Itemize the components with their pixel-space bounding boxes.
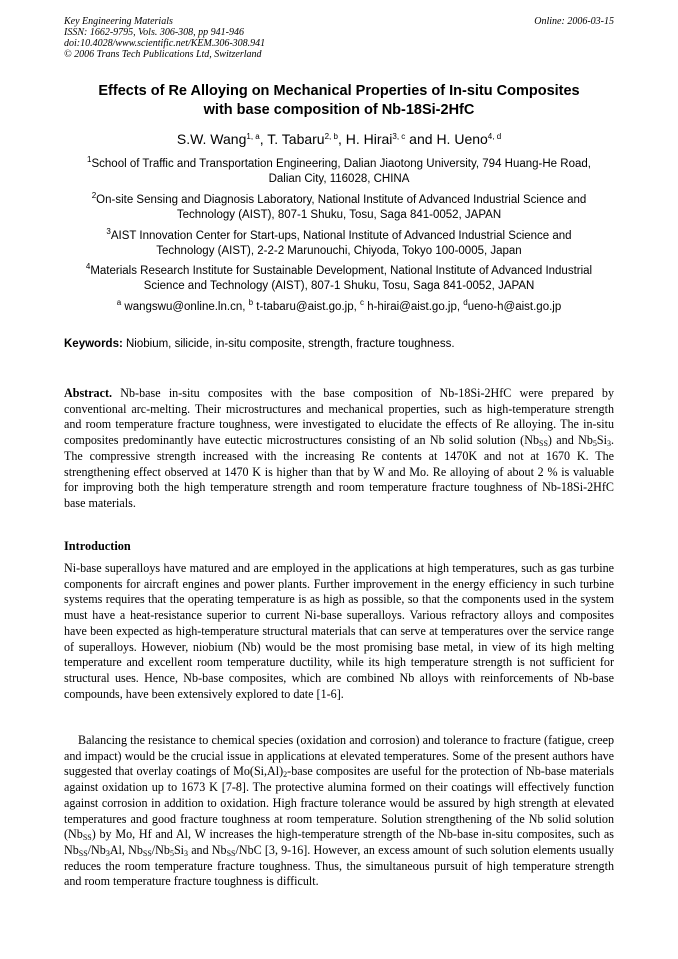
title-line-1: Effects of Re Alloying on Mechanical Properties of In-situ Composites [98, 83, 580, 99]
subscript: SS [539, 439, 548, 449]
subscript: SS [142, 848, 152, 858]
email-list: $^a$ wangswu@online.ln.cn, $^b$ t-tabaru@aist.go.jp, $^c$ h-hirai@aist.go.jp, $^d$ueno-h@aist.go.jp [116, 298, 562, 313]
paragraph-text: Al, Nb [109, 842, 143, 857]
affiliation-2 [64, 193, 614, 223]
abstract-text: Nb-base in-situ composites with the base composition of Nb-18Si-2HfC were prepared by conventional arc-melting. Their microstructures and mechanical properties, such as high-temperature strength and room temperature fracture toughness, were investigated to elucidate the effects of Re alloying. The in-situ composites predominantly have eutectic microstructures consisting of an Nb solid solution (Nb [64, 386, 614, 448]
subscript: 3 [184, 848, 189, 858]
keywords-text: Niobium, silicide, in-situ composite, strength, fracture toughness. [122, 338, 455, 350]
email-address[interactable]: h-hirai@aist.go.jp [367, 301, 457, 313]
subscript: SS [82, 833, 92, 843]
online-date: Online: 2006-03-15 [534, 16, 614, 27]
affiliation-line: On-site Sensing and Diagnosis Laboratory, National Institute of Advanced Industrial Science and [96, 194, 587, 206]
subscript: 5 [592, 439, 597, 449]
paragraph-text: /Nb [151, 842, 170, 857]
author-name: T. Tabaru [267, 131, 325, 147]
subscript: SS [78, 848, 88, 858]
affiliation-1 [64, 157, 614, 187]
abstract-text: . The compressive strength increased with the increasing Re contents at 1470K and not at 1670 K. The strengthening effect observed at 1470 K is higher than that by W and Mo. Re alloying of about 2 % is valuable for improving both the high temperature strength and room temperature fracture toughness of Nb-18Si-2HfC base materials. [64, 433, 614, 510]
paragraph-text: ) by Mo, Hf and Al, W increases the high-temperature strength of the Nb-base in-situ composites, such as Nb [64, 827, 614, 857]
paragraph-text: -base composites are useful for the protection of Nb-base materials against oxidation up to 1673 K [7-8]. The protective alumina formed on their coatings will effectively function against corrosion in addition to oxidation. High fracture tolerance would be assured by high strength at elevated temperatures and good fracture toughness at room temperature. Solution strengthening of the Nb solid solution (Nb [64, 764, 614, 842]
journal-doi: doi:10.4028/www.scientific.net/KEM.306-308.941 [64, 38, 266, 49]
author-sup: 4, d [487, 132, 502, 141]
journal-issn: ISSN: 1662-9795, Vols. 306-308, pp 941-946 [64, 27, 244, 38]
author-list [40, 130, 638, 148]
title-line-2: with base composition of Nb-18Si-2HfC [203, 102, 475, 118]
email-sup: c [360, 298, 364, 307]
paragraph-text: Si [173, 842, 185, 857]
email-address[interactable]: t-tabaru@aist.go.jp [256, 301, 354, 313]
email-address[interactable]: ueno-h@aist.go.jp [467, 301, 562, 313]
author-name: H. Ueno [436, 131, 488, 147]
email-sup: d [463, 298, 468, 307]
subscript: 5 [169, 848, 174, 858]
author-separator: , [337, 131, 346, 147]
subscript: 2 [283, 770, 288, 780]
email-address[interactable]: wangswu@online.ln.cn [124, 301, 243, 313]
keywords-label: Keywords: [64, 338, 123, 350]
affiliation-line: Technology (AIST), 2-2-2 Marunouchi, Chiyoda, Tokyo 100-0005, Japan [156, 245, 522, 257]
journal-header [64, 16, 614, 60]
abstract-text: Si [596, 433, 607, 448]
affiliation-num: 2 [91, 191, 97, 200]
section-heading-introduction: Introduction [64, 539, 131, 553]
subscript: SS [226, 848, 236, 858]
subscript: 3 [105, 848, 110, 858]
affiliation-line: AIST Innovation Center for Start-ups, National Institute of Advanced Industrial Science and [110, 230, 572, 242]
paragraph-text: /Nb [87, 842, 106, 857]
abstract-text: ) and Nb [547, 433, 593, 448]
paragraph-text: and Nb [188, 842, 227, 857]
subscript: 3 [606, 439, 611, 449]
email-sup: a [116, 298, 122, 307]
abstract [64, 386, 614, 512]
affiliation-4 [64, 264, 614, 294]
affiliation-num: 1 [87, 155, 92, 164]
author-name: S.W. Wang [176, 131, 247, 147]
author-sup: 3, c [392, 132, 406, 141]
author-name: H. Hirai [345, 131, 393, 147]
journal-copyright: © 2006 Trans Tech Publications Ltd, Switzerland [64, 49, 262, 60]
affiliation-num: 3 [106, 227, 111, 236]
affiliation-line: Technology (AIST), 807-1 Shuku, Tosu, Saga 841-0052, JAPAN [176, 209, 502, 221]
affiliation-line: Science and Technology (AIST), 807-1 Shuku, Tosu, Saga 841-0052, JAPAN [143, 280, 535, 292]
affiliation-line: Materials Research Institute for Sustainable Development, National Institute of Advanced Industrial [90, 265, 593, 277]
introduction-paragraph-1: Ni-base superalloys have matured and are employed in the applications at high temperatures, such as gas turbine components for aircraft engines and power plants. Further improvement in the energy efficiency in such turbine systems requires that the operating temperature is as high as possible, so that the components used in the system must have a heat-resistance superior to current Ni-base superalloys. Various refractory alloys and composites have been expected as high-temperature structural materials that can serve at temperatures over the service range of superalloys. However, niobium (Nb) would be the most promising base metal, in view of its high melting temperature and excellent room temperature ductility, while its high temperature strength is not sufficient for structural uses. Hence, Nb-base composites, which are combined Nb alloys with reinforcements of Nb-base compounds, have been extensively explored to date [1-6]. [64, 561, 614, 701]
author-separator: , [259, 131, 268, 147]
paper-title [40, 82, 638, 120]
affiliation-line: School of Traffic and Transportation Engineering, Dalian Jiaotong University, 794 Huang-He Road, [91, 158, 591, 170]
abstract-label: Abstract. [64, 386, 113, 400]
author-sup: 2, b [324, 132, 338, 141]
paragraph-text: /NbC [3, 9-16]. However, an excess amount of such solution elements usually reduces the room temperature fracture toughness. Thus, the simultaneous pursuit of high temperature strength and room temperature fracture toughness is difficult. [64, 842, 614, 889]
introduction-paragraph-2 [64, 733, 614, 890]
affiliation-line: Dalian City, 116028, CHINA [268, 173, 410, 185]
email-sup: b [248, 298, 254, 307]
paragraph-text: Balancing the resistance to chemical species (oxidation and corrosion) and tolerance to fracture (fatigue, creep and impact) would be the crucial issue in applications at elevated temperatures. Some of the present authors have suggested that overlay coatings of Mo(Si,Al) [64, 733, 614, 779]
affiliation-num: 4 [85, 262, 91, 271]
affiliation-3 [64, 229, 614, 259]
journal-name: Key Engineering Materials [64, 16, 173, 27]
author-separator: and [405, 131, 437, 147]
author-sup: 1, a [246, 132, 260, 141]
keywords [64, 337, 614, 352]
